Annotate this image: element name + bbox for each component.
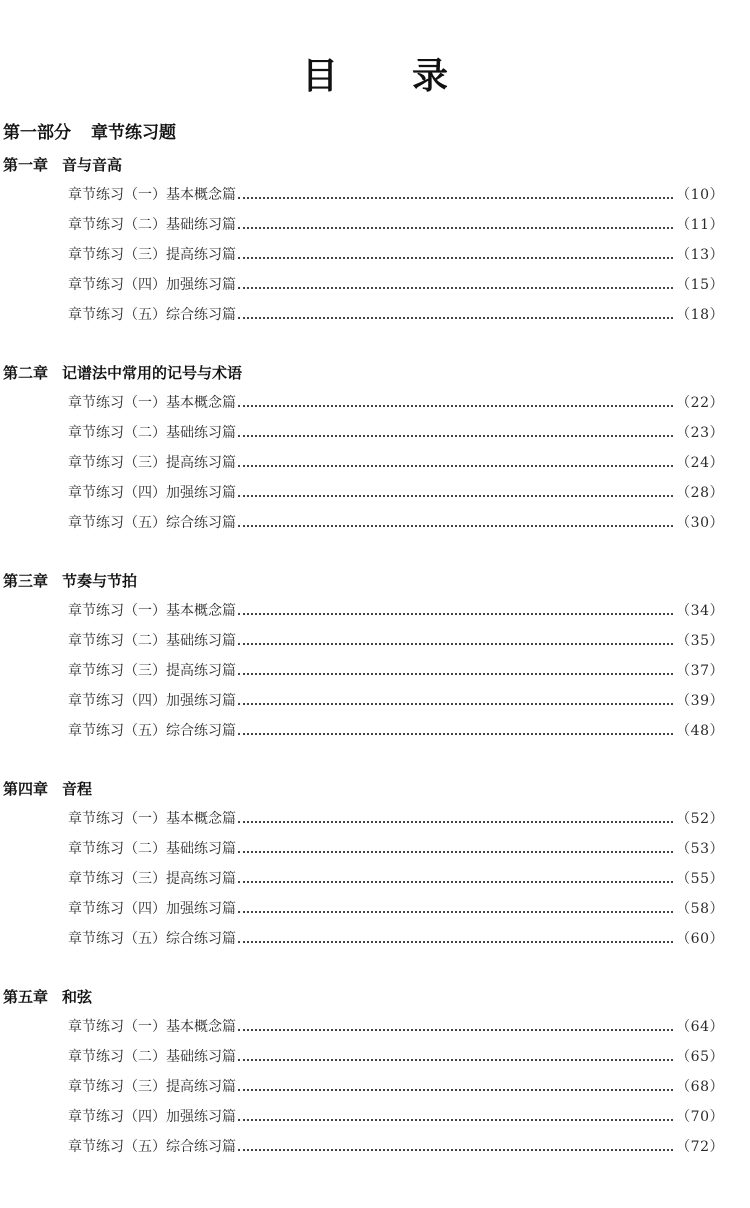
dot-leader — [238, 404, 673, 407]
toc-entry-label: 章节练习（五）综合练习篇 — [68, 723, 236, 739]
toc-entry[interactable] — [68, 212, 724, 234]
toc-entry-page-number: （72） — [676, 1139, 724, 1155]
dot-leader — [238, 434, 673, 437]
toc-entry-page-number: （58） — [676, 901, 724, 917]
dot-leader — [238, 1148, 673, 1151]
toc-entry-label: 章节练习（二）基础练习篇 — [68, 217, 236, 233]
chapter-label: 第二章 — [3, 364, 49, 382]
toc-entry-page-number: （52） — [676, 811, 724, 827]
page-title — [0, 48, 750, 99]
toc-entry[interactable] — [68, 718, 724, 740]
toc-entry[interactable] — [68, 836, 724, 858]
toc-entry-page-number: （24） — [676, 455, 724, 471]
toc-entry-label: 章节练习（一）基本概念篇 — [68, 1019, 236, 1035]
toc-entry[interactable] — [68, 598, 724, 620]
dot-leader — [238, 316, 673, 319]
chapter-label: 第一章 — [3, 156, 49, 174]
chapter-name: 记谱法中常用的记号与术语 — [62, 364, 243, 382]
dot-leader — [238, 256, 673, 259]
part-name: 章节练习题 — [91, 123, 176, 143]
toc-entry-label: 章节练习（四）加强练习篇 — [68, 901, 236, 917]
toc-entry[interactable] — [68, 450, 724, 472]
toc-entry-page-number: （60） — [676, 931, 724, 947]
dot-leader — [238, 464, 673, 467]
toc-entry-label: 章节练习（三）提高练习篇 — [68, 247, 236, 263]
toc-entry-label: 章节练习（一）基本概念篇 — [68, 603, 236, 619]
toc-entry-label: 章节练习（三）提高练习篇 — [68, 455, 236, 471]
dot-leader — [238, 1088, 673, 1091]
dot-leader — [238, 612, 673, 615]
toc-entry[interactable] — [68, 510, 724, 532]
toc-entry[interactable] — [68, 480, 724, 502]
part-heading — [3, 118, 176, 143]
toc-entry[interactable] — [68, 182, 724, 204]
dot-leader — [238, 732, 673, 735]
toc-entry[interactable] — [68, 390, 724, 412]
chapter-label: 第五章 — [3, 988, 49, 1006]
toc-entry-label: 章节练习（五）综合练习篇 — [68, 307, 236, 323]
page-title-char-1: 目 — [301, 56, 338, 97]
dot-leader — [238, 672, 673, 675]
toc-entry-page-number: （35） — [676, 633, 724, 649]
toc-entry[interactable] — [68, 688, 724, 710]
toc-entry-page-number: （70） — [676, 1109, 724, 1125]
toc-entry-page-number: （18） — [676, 307, 724, 323]
toc-entry[interactable] — [68, 1074, 724, 1096]
toc-entry[interactable] — [68, 272, 724, 294]
toc-entry[interactable] — [68, 628, 724, 650]
page-title-char-2: 录 — [412, 56, 449, 97]
dot-leader — [238, 702, 673, 705]
dot-leader — [238, 1118, 673, 1121]
toc-entry-label: 章节练习（二）基础练习篇 — [68, 841, 236, 857]
toc-entry[interactable] — [68, 1134, 724, 1156]
toc-entry-label: 章节练习（一）基本概念篇 — [68, 187, 236, 203]
toc-entry-page-number: （39） — [676, 693, 724, 709]
toc-entry-page-number: （11） — [676, 217, 724, 233]
chapter-label: 第三章 — [3, 572, 49, 590]
chapter-heading — [3, 570, 137, 591]
toc-entry-label: 章节练习（四）加强练习篇 — [68, 485, 236, 501]
dot-leader — [238, 850, 673, 853]
toc-entry-page-number: （55） — [676, 871, 724, 887]
toc-entry-page-number: （28） — [676, 485, 724, 501]
chapter-name: 音与音高 — [62, 156, 123, 174]
toc-entry-page-number: （48） — [676, 723, 724, 739]
chapter-name: 和弦 — [62, 988, 93, 1006]
toc-entry-label: 章节练习（一）基本概念篇 — [68, 811, 236, 827]
chapter-name: 节奏与节拍 — [62, 572, 138, 590]
dot-leader — [238, 226, 673, 229]
dot-leader — [238, 494, 673, 497]
toc-entry-page-number: （68） — [676, 1079, 724, 1095]
chapter-label: 第四章 — [3, 780, 49, 798]
toc-entry-page-number: （53） — [676, 841, 724, 857]
dot-leader — [238, 1058, 673, 1061]
toc-entry-page-number: （65） — [676, 1049, 724, 1065]
toc-entry-page-number: （34） — [676, 603, 724, 619]
toc-entry-label: 章节练习（五）综合练习篇 — [68, 1139, 236, 1155]
toc-entry[interactable] — [68, 806, 724, 828]
toc-entry-label: 章节练习（二）基础练习篇 — [68, 633, 236, 649]
toc-entry[interactable] — [68, 1104, 724, 1126]
toc-entry-page-number: （13） — [676, 247, 724, 263]
dot-leader — [238, 286, 673, 289]
dot-leader — [238, 196, 673, 199]
toc-entry[interactable] — [68, 658, 724, 680]
toc-entry-label: 章节练习（三）提高练习篇 — [68, 663, 236, 679]
chapter-heading — [3, 986, 92, 1007]
dot-leader — [238, 820, 673, 823]
chapter-heading — [3, 362, 242, 383]
toc-entry[interactable] — [68, 420, 724, 442]
toc-entry-label: 章节练习（二）基础练习篇 — [68, 425, 236, 441]
toc-entry[interactable] — [68, 926, 724, 948]
dot-leader — [238, 940, 673, 943]
toc-entry-page-number: （10） — [676, 187, 724, 203]
toc-entry-page-number: （22） — [676, 395, 724, 411]
toc-entry-label: 章节练习（四）加强练习篇 — [68, 693, 236, 709]
dot-leader — [238, 910, 673, 913]
toc-entry-page-number: （15） — [676, 277, 724, 293]
toc-entry-page-number: （37） — [676, 663, 724, 679]
chapter-name: 音程 — [62, 780, 93, 798]
dot-leader — [238, 642, 673, 645]
toc-entry-page-number: （64） — [676, 1019, 724, 1035]
toc-entry-label: 章节练习（三）提高练习篇 — [68, 871, 236, 887]
toc-entry-page-number: （30） — [676, 515, 724, 531]
toc-entry[interactable] — [68, 242, 724, 264]
toc-entry-page-number: （23） — [676, 425, 724, 441]
toc-entry-label: 章节练习（二）基础练习篇 — [68, 1049, 236, 1065]
toc-entry-label: 章节练习（五）综合练习篇 — [68, 931, 236, 947]
chapter-heading — [3, 778, 92, 799]
toc-entry[interactable] — [68, 1044, 724, 1066]
dot-leader — [238, 1028, 673, 1031]
part-label: 第一部分 — [3, 123, 71, 143]
toc-entry[interactable] — [68, 866, 724, 888]
toc-entry[interactable] — [68, 302, 724, 324]
toc-entry-label: 章节练习（四）加强练习篇 — [68, 277, 236, 293]
chapter-heading — [3, 154, 122, 175]
toc-entry-label: 章节练习（三）提高练习篇 — [68, 1079, 236, 1095]
dot-leader — [238, 524, 673, 527]
toc-entry[interactable] — [68, 1014, 724, 1036]
toc-entry-label: 章节练习（四）加强练习篇 — [68, 1109, 236, 1125]
dot-leader — [238, 880, 673, 883]
toc-entry-label: 章节练习（五）综合练习篇 — [68, 515, 236, 531]
toc-entry-label: 章节练习（一）基本概念篇 — [68, 395, 236, 411]
toc-entry[interactable] — [68, 896, 724, 918]
